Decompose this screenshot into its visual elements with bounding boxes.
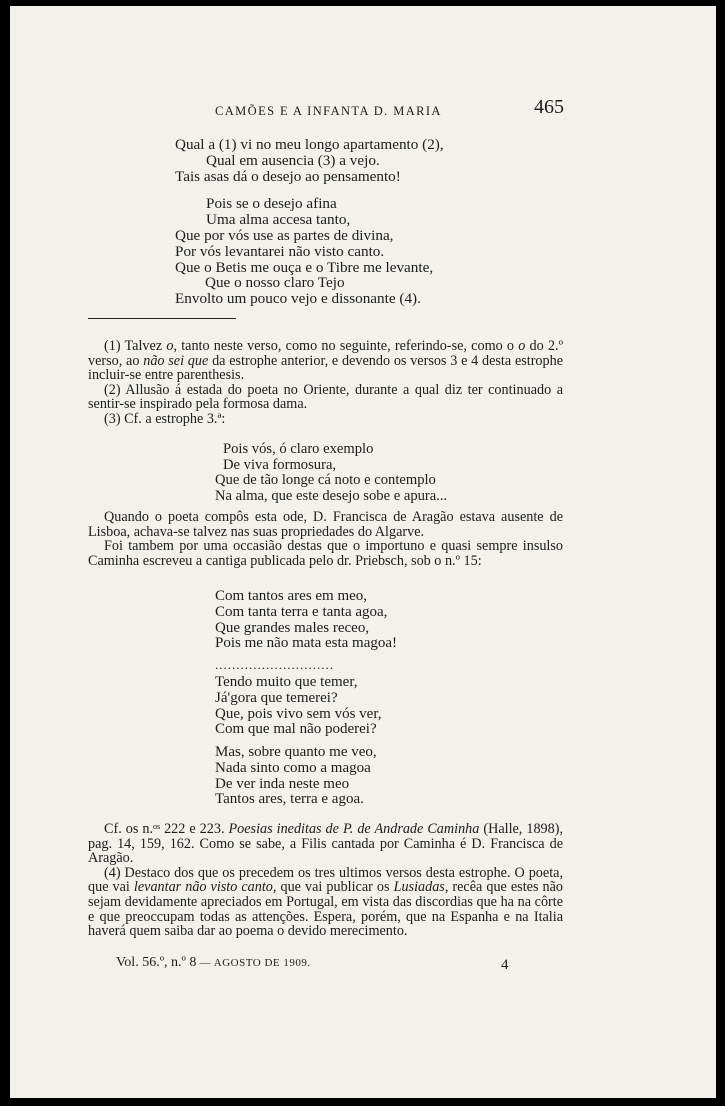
cantiga-line: Tendo muito que temer, (215, 674, 358, 690)
cantiga-line: Nada sinto como a magoa (215, 759, 371, 776)
paragraph: Quando o poeta compôs esta ode, D. Francisca de Aragão estava ausente de Lisboa, achava-se talvez nas suas propriedades do Algarve. (88, 509, 563, 540)
ellipsis-dots: ............................ (215, 657, 334, 672)
verse-line: Que o Betis me ouça e o Tibre me levante, (175, 258, 434, 276)
cantiga-line: De ver inda neste meo (215, 775, 350, 792)
quote-line: Pois vós, ó claro exemplo (223, 441, 374, 457)
book-page (10, 6, 716, 1098)
cantiga (215, 745, 377, 808)
closing-notes (88, 822, 563, 939)
cantiga-line: Já'gora que temerei? (215, 689, 338, 706)
footnote-2: (2) Allusão á estada do poeta no Oriente, durante a qual diz ter continuado a sentir-se inspirado pela formosa dama. (88, 381, 563, 413)
issue-footer (116, 955, 311, 971)
issue-date: — AGOSTO DE 1909. (196, 957, 311, 969)
cantiga-line: Com que mal não poderei? (215, 721, 377, 738)
footnote-3: (3) Cf. a estrophe 3.ª: (104, 410, 226, 427)
signature-mark: 4 (501, 957, 509, 973)
volume-label: Vol. 56.º, n.º 8 (116, 955, 197, 970)
verse-line: Que o nosso claro Tejo (205, 274, 345, 292)
quote-line: De viva formosura, (223, 456, 337, 473)
cantiga (215, 589, 397, 652)
verse-line: Uma alma accesa tanto, (206, 211, 351, 229)
cantiga-line: Que, pois vivo sem vós ver, (215, 705, 382, 722)
footnote-1: (1) Talvez o, tanto neste verso, como no seguinte, referindo-se, como o o do 2.º verso, ao não sei que da estrophe anterior, e devendo os versos 3 e 4 desta estrophe incluir-se entre parenthesis. (88, 338, 564, 384)
cantiga-line: Tantos ares, terra e agoa. (215, 791, 364, 808)
footnotes (88, 339, 563, 427)
paragraph: Foi tambem por uma occasião destas que o importuno e quasi sempre insulso Caminha escreveu a cantiga publicada pelo dr. Priebsch, sob o n.º 15: (88, 538, 563, 569)
commentary (88, 510, 563, 568)
citation: Cf. os n.ᵒˢ 222 e 223. Poesias ineditas de P. de Andrade Caminha (Halle, 1898), pag. 14, 159, 162. Como se sabe, a Filis cantada por Caminha é D. Francisca de Aragão. (88, 821, 563, 867)
quote-line: Na alma, que este desejo sobe e apura... (215, 487, 448, 504)
poem-verses (175, 137, 444, 307)
verse-line: Tais asas dá o desejo ao pensamento! (175, 167, 401, 185)
cantiga-line: Com tanta terra e tanta agoa, (215, 603, 388, 620)
footnote-4: (4) Destaco dos que os precedem os tres ultimos versos desta estrophe. O poeta, que vai levantar não visto canto, que vai publicar os Lusiadas, recêa que estes não sejam devidamente apreciados em Portugal, em vista das discordias que ha na côrte e que preoccupam todas as attenções. Espera, porém, que na Espanha e na Italia haverá quem saiba dar ao poema o devido merecimento. (88, 864, 563, 940)
cantiga-line: Mas, sobre quanto me veo, (215, 744, 377, 760)
quoted-stanza (215, 442, 447, 504)
verse-line: Qual a (1) vi no meu longo apartamento (2), (175, 136, 444, 153)
cantiga-line: Pois me não mata esta magoa! (215, 635, 398, 652)
cantiga (215, 675, 381, 738)
verse-line: Pois se o desejo afina (206, 195, 337, 213)
verse-line: Que por vós use as partes de divina, (175, 226, 394, 244)
running-title: CAMÕES E A INFANTA D. MARIA (215, 104, 442, 118)
cantiga-line: Que grandes males receo, (215, 619, 370, 636)
cantiga-line: Com tantos ares em meo, (215, 588, 368, 604)
verse-line: Envolto um pouco vejo e dissonante (4). (175, 290, 421, 308)
footnote-rule (88, 318, 236, 319)
verse-line: Qual em ausencia (3) a vejo. (206, 151, 380, 169)
verse-line: Por vós levantarei não visto canto. (175, 242, 385, 260)
page-number: 465 (534, 96, 564, 118)
quote-line: Que de tão longe cá noto e contemplo (215, 472, 436, 489)
